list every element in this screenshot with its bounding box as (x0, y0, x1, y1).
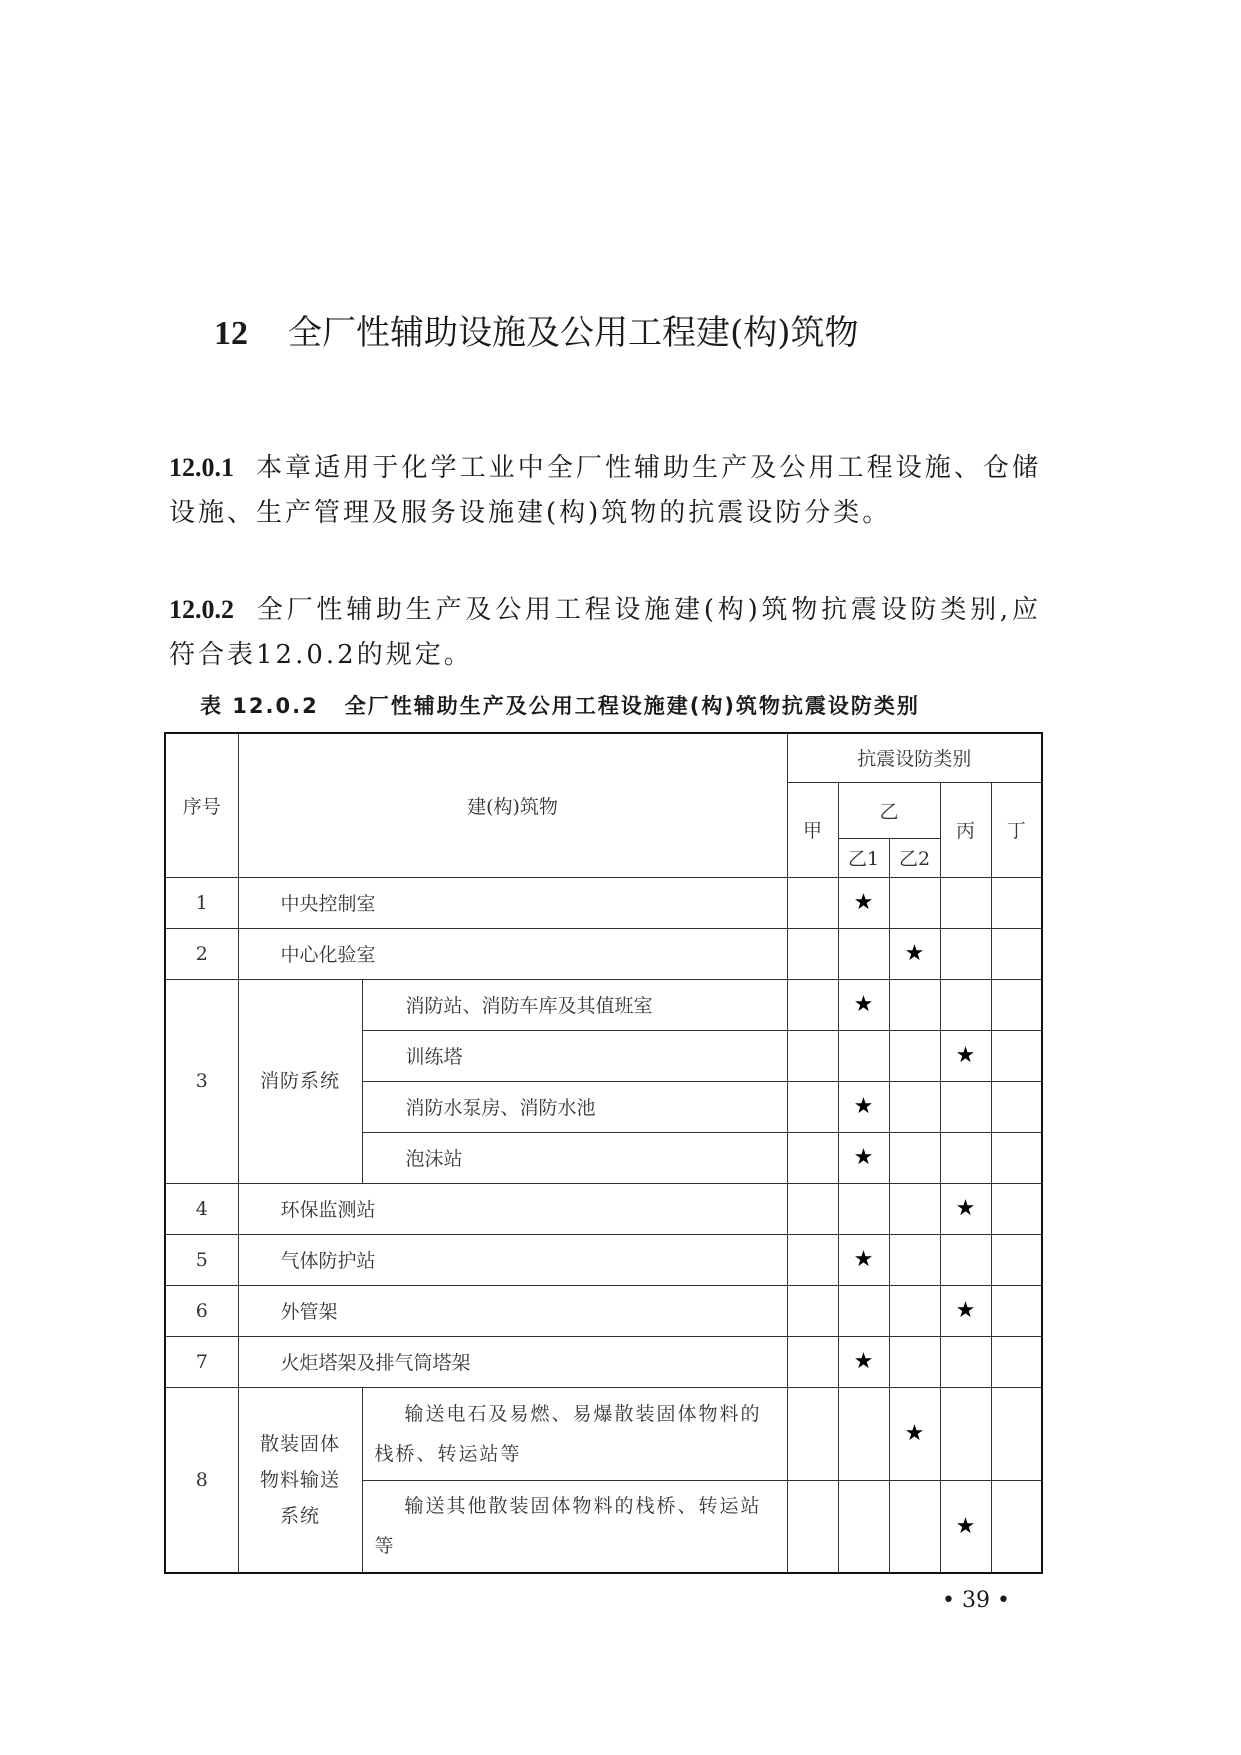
category-cell-yi1 (838, 1234, 889, 1285)
category-cell-jia (787, 1132, 838, 1183)
header-yi2: 乙2 (889, 838, 940, 877)
category-cell-jia (787, 979, 838, 1030)
row-number: 1 (165, 877, 238, 928)
category-cell-jia (787, 928, 838, 979)
category-cell-bing (940, 1234, 991, 1285)
chapter-title-text: 全厂性辅助设施及公用工程建(构)筑物 (288, 313, 859, 353)
star-mark-icon: ★ (853, 1349, 874, 1374)
category-cell-ding (991, 1336, 1042, 1387)
category-cell-jia (787, 1183, 838, 1234)
category-cell-yi2 (889, 979, 940, 1030)
category-cell-yi1 (838, 1081, 889, 1132)
seismic-category-table (164, 732, 1043, 1574)
category-cell-yi1 (838, 1132, 889, 1183)
category-cell-bing (940, 1285, 991, 1336)
row-number: 8 (165, 1387, 238, 1573)
star-mark-icon: ★ (853, 1145, 874, 1170)
category-cell-ding (991, 1132, 1042, 1183)
category-cell-jia (787, 1081, 838, 1132)
header-ding: 丁 (991, 782, 1042, 877)
building-name: 气体防护站 (238, 1234, 787, 1285)
category-cell-jia (787, 877, 838, 928)
category-cell-ding (991, 877, 1042, 928)
paragraph-text: 全厂性辅助生产及公用工程设施建(构)筑物抗震设防类别,应符合表12.0.2的规定。 (169, 595, 1041, 670)
category-cell-bing (940, 1132, 991, 1183)
category-cell-bing (940, 979, 991, 1030)
building-name: 输送其他散装固体物料的栈桥、转运站等 (362, 1480, 787, 1573)
row-number: 7 (165, 1336, 238, 1387)
table-caption-text: 全厂性辅助生产及公用工程设施建(构)筑物抗震设防类别 (344, 694, 920, 718)
star-mark-icon: ★ (955, 1298, 976, 1323)
building-name: 外管架 (238, 1285, 787, 1336)
header-yi: 乙 (838, 782, 940, 838)
group-name: 散装固体物料输送系统 (238, 1387, 362, 1573)
chapter-number: 12 (214, 315, 248, 352)
category-cell-yi2 (889, 1285, 940, 1336)
category-cell-ding (991, 979, 1042, 1030)
category-cell-bing (940, 928, 991, 979)
category-cell-yi1 (838, 1285, 889, 1336)
header-yi1: 乙1 (838, 838, 889, 877)
star-mark-icon: ★ (853, 890, 874, 915)
category-cell-bing (940, 1081, 991, 1132)
category-cell-yi1 (838, 1030, 889, 1081)
category-cell-yi1 (838, 877, 889, 928)
table-row (165, 928, 1042, 979)
building-name: 环保监测站 (238, 1183, 787, 1234)
building-name: 中心化验室 (238, 928, 787, 979)
category-cell-yi2 (889, 1030, 940, 1081)
building-name: 火炬塔架及排气筒塔架 (238, 1336, 787, 1387)
category-cell-bing (940, 1387, 991, 1480)
category-cell-yi2 (889, 877, 940, 928)
star-mark-icon: ★ (853, 1247, 874, 1272)
table-row (165, 1234, 1042, 1285)
category-cell-jia (787, 1480, 838, 1573)
category-cell-yi1 (838, 1183, 889, 1234)
star-mark-icon: ★ (904, 941, 925, 966)
category-cell-yi1 (838, 1480, 889, 1573)
header-bing: 丙 (940, 782, 991, 877)
building-name: 中央控制室 (238, 877, 787, 928)
category-cell-bing (940, 877, 991, 928)
category-cell-ding (991, 1234, 1042, 1285)
paragraph-text: 本章适用于化学工业中全厂性辅助生产及公用工程设施、仓储设施、生产管理及服务设施建(构)筑物的抗震设防分类。 (169, 453, 1041, 528)
category-cell-yi2 (889, 1336, 940, 1387)
category-cell-yi1 (838, 1336, 889, 1387)
table-row (165, 1183, 1042, 1234)
category-cell-yi2 (889, 1480, 940, 1573)
star-mark-icon: ★ (955, 1196, 976, 1221)
building-name: 训练塔 (362, 1030, 787, 1081)
row-number: 4 (165, 1183, 238, 1234)
category-cell-yi1 (838, 979, 889, 1030)
category-cell-jia (787, 1336, 838, 1387)
category-cell-yi2 (889, 1081, 940, 1132)
table-row (165, 1336, 1042, 1387)
star-mark-icon: ★ (955, 1043, 976, 1068)
chapter-title (214, 305, 859, 354)
category-cell-ding (991, 1081, 1042, 1132)
category-cell-bing (940, 1030, 991, 1081)
category-cell-yi1 (838, 1387, 889, 1480)
clause-number: 12.0.2 (169, 595, 234, 624)
row-number: 5 (165, 1234, 238, 1285)
category-cell-yi2 (889, 1183, 940, 1234)
table-row (165, 877, 1042, 928)
table-row (165, 1387, 1042, 1480)
category-cell-ding (991, 1387, 1042, 1480)
category-cell-bing (940, 1480, 991, 1573)
header-building: 建(构)筑物 (238, 733, 787, 877)
table-number: 表 12.0.2 (200, 694, 319, 718)
category-cell-jia (787, 1387, 838, 1480)
category-cell-bing (940, 1336, 991, 1387)
category-cell-jia (787, 1030, 838, 1081)
building-name: 消防水泵房、消防水池 (362, 1081, 787, 1132)
category-cell-bing (940, 1183, 991, 1234)
row-number: 6 (165, 1285, 238, 1336)
category-cell-yi2 (889, 928, 940, 979)
category-cell-ding (991, 1285, 1042, 1336)
table-row (165, 1285, 1042, 1336)
building-name: 泡沫站 (362, 1132, 787, 1183)
category-cell-ding (991, 928, 1042, 979)
category-cell-yi1 (838, 928, 889, 979)
category-cell-ding (991, 1183, 1042, 1234)
header-no: 序号 (165, 733, 238, 877)
header-category: 抗震设防类别 (787, 733, 1042, 782)
category-cell-yi2 (889, 1387, 940, 1480)
row-number: 2 (165, 928, 238, 979)
category-cell-yi2 (889, 1234, 940, 1285)
category-cell-yi2 (889, 1132, 940, 1183)
star-mark-icon: ★ (853, 992, 874, 1017)
table-body (165, 877, 1042, 1573)
table-caption (200, 690, 920, 720)
page-number: • 39 • (942, 1588, 1010, 1613)
paragraph-12-0-2 (169, 587, 1041, 678)
table-row (165, 979, 1042, 1030)
clause-number: 12.0.1 (169, 453, 234, 482)
category-cell-ding (991, 1480, 1042, 1573)
star-mark-icon: ★ (955, 1513, 976, 1539)
category-cell-ding (991, 1030, 1042, 1081)
category-cell-jia (787, 1285, 838, 1336)
group-name: 消防系统 (238, 979, 362, 1183)
building-name: 消防站、消防车库及其值班室 (362, 979, 787, 1030)
category-cell-jia (787, 1234, 838, 1285)
star-mark-icon: ★ (904, 1421, 925, 1446)
row-number: 3 (165, 979, 238, 1183)
header-jia: 甲 (787, 782, 838, 877)
paragraph-12-0-1 (169, 445, 1041, 536)
building-name: 输送电石及易燃、易爆散装固体物料的栈桥、转运站等 (362, 1387, 787, 1480)
star-mark-icon: ★ (853, 1094, 874, 1119)
